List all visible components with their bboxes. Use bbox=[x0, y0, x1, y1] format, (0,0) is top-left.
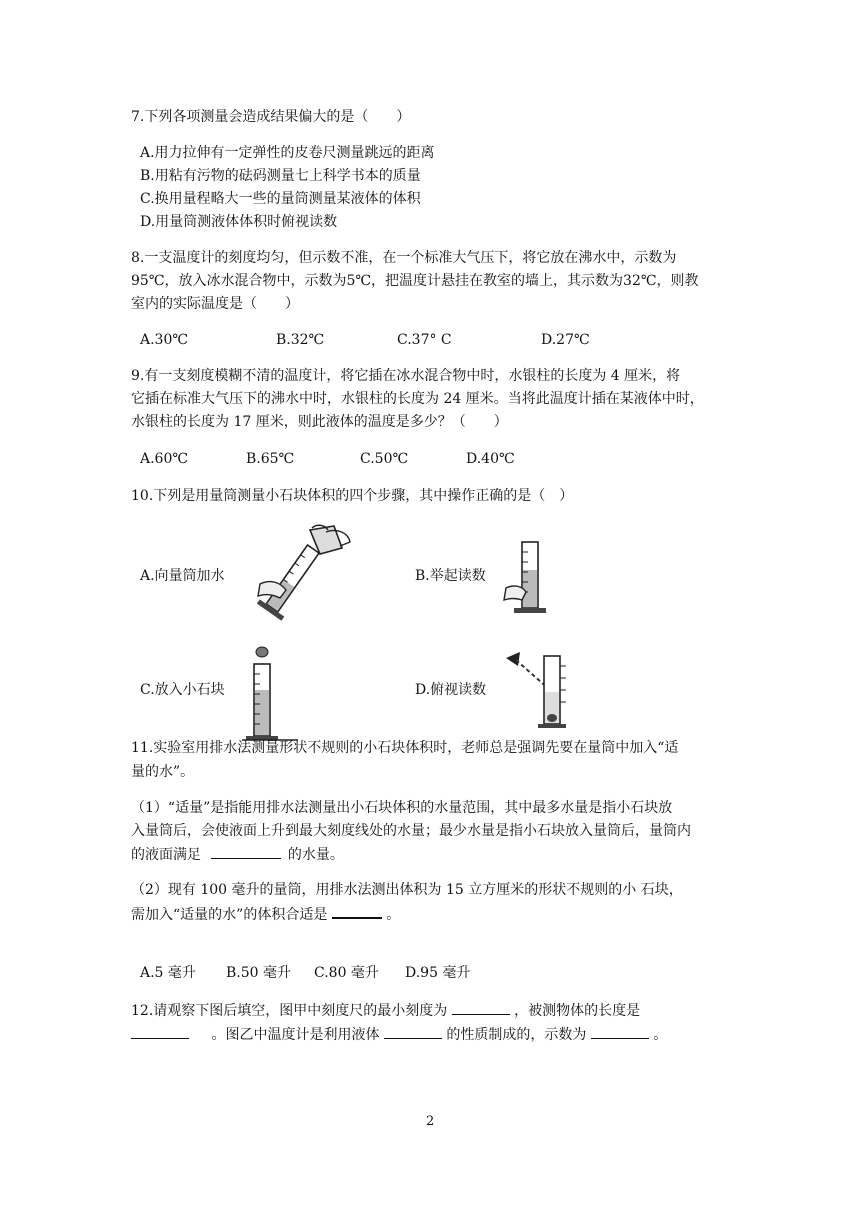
q11-part2-line-2 bbox=[131, 903, 400, 925]
q10-option-a: A.向量筒加水 bbox=[140, 568, 225, 584]
q10-option-d: D.俯视读数 bbox=[415, 682, 487, 698]
q7-option-b: B.用粘有污物的砝码测量七上科学书本的质量 bbox=[140, 168, 421, 184]
q12-reading-blank[interactable] bbox=[591, 1024, 649, 1039]
q7-option-d: D.用量筒测液体体积时俯视读数 bbox=[140, 214, 338, 230]
q8-option-d: D.27℃ bbox=[541, 332, 590, 348]
q8-line-1: 8.一支温度计的刻度均匀，但示数不准，在一个标准大气压下，将它放在沸水中，示数为 bbox=[131, 250, 677, 266]
looking-down-figure bbox=[498, 646, 578, 732]
q8-option-c: C.37° C bbox=[397, 332, 452, 348]
q11-part2-text: 需加入“适量的水”的体积合适是 bbox=[131, 907, 328, 923]
q11-option-b: B.50 毫升 bbox=[226, 965, 292, 981]
q9-option-c: C.50℃ bbox=[360, 451, 409, 467]
q8-line-3: 室内的实际温度是（ ） bbox=[131, 296, 299, 312]
q8-line-2: 95℃，放入冰水混合物中，示数为5℃，把温度计悬挂在教室的墙上，其示数为32℃，则教 bbox=[131, 273, 699, 289]
q12-line-2 bbox=[131, 1024, 667, 1045]
q12-line-2-b: 的性质制成的，示数为 bbox=[446, 1027, 587, 1043]
q11-part1-line-2: 入量筒后，会使液面上升到最大刻度线处的水量；最少水量是指小石块放入量筒后，量筒内 bbox=[131, 823, 691, 839]
q10-option-b: B.举起读数 bbox=[415, 568, 486, 584]
q9-option-a: A.60℃ bbox=[140, 451, 189, 467]
q12-line-2-c: 。 bbox=[653, 1027, 668, 1043]
q11-part1-line-1: （1）“适量”是指能用排水法测量出小石块体积的水量范围，其中最多水量是指小石块放 bbox=[131, 800, 673, 816]
q12-line-2-a: 。图乙中温度计是利用液体 bbox=[211, 1027, 380, 1043]
q9-option-b: B.65℃ bbox=[246, 451, 295, 467]
page-number: 2 bbox=[426, 1114, 435, 1129]
q11-part1-blank[interactable] bbox=[211, 844, 281, 859]
q11-option-d: D.95 毫升 bbox=[405, 965, 471, 981]
q10-stem: 10.下列是用量筒测量小石块体积的四个步骤，其中操作正确的是（ ） bbox=[131, 488, 574, 504]
pouring-water-figure bbox=[250, 524, 360, 624]
q9-line-1: 9.有一支刻度模糊不清的温度计，将它插在冰水混合物中时，水银柱的长度为 4 厘米，将 bbox=[131, 368, 681, 384]
q11-part1-tail: 的水量。 bbox=[287, 847, 344, 863]
q7-stem: 7.下列各项测量会造成结果偏大的是（ ） bbox=[131, 109, 411, 125]
q7-option-a: A.用力拉伸有一定弹性的皮卷尺测量跳远的距离 bbox=[140, 145, 435, 161]
q11-stem-line-2: 量的水”。 bbox=[131, 764, 195, 780]
q12-line-1-a: 12.请观察下图后填空，图甲中刻度尺的最小刻度为 bbox=[131, 1003, 448, 1019]
q7-option-c: C.换用量程略大一些的量筒测量某液体的体积 bbox=[140, 191, 421, 207]
q11-part2-blank[interactable] bbox=[332, 903, 382, 919]
q11-part1-text: 的液面满足 bbox=[131, 847, 201, 863]
q9-option-d: D.40℃ bbox=[466, 451, 515, 467]
q12-property-blank[interactable] bbox=[384, 1024, 442, 1039]
q12-min-scale-blank[interactable] bbox=[452, 1000, 510, 1015]
q9-line-3: 水银柱的长度为 17 厘米，则此液体的温度是多少？（ ） bbox=[131, 414, 508, 430]
q12-line-1 bbox=[131, 1000, 640, 1021]
q8-option-a: A.30℃ bbox=[140, 332, 189, 348]
q11-part2-line-1: （2）现有 100 毫升的量筒，用排水法测出体积为 15 立方厘米的形状不规则的小 石块， bbox=[131, 882, 683, 898]
q12-length-blank[interactable] bbox=[131, 1024, 189, 1039]
q8-option-b: B.32℃ bbox=[276, 332, 325, 348]
q12-line-1-b: ，被测物体的长度是 bbox=[514, 1003, 641, 1019]
lifted-reading-figure bbox=[500, 540, 560, 616]
q10-option-c: C.放入小石块 bbox=[140, 682, 225, 698]
q11-option-c: C.80 毫升 bbox=[314, 965, 379, 981]
q11-stem-line-1: 11.实验室用排水法测量形状不规则的小石块体积时，老师总是强调先要在量筒中加入“适 bbox=[131, 740, 679, 756]
q11-part2-tail: 。 bbox=[386, 907, 401, 923]
q11-part1-line-3 bbox=[131, 844, 344, 865]
q9-line-2: 它插在标准大气压下的沸水中时，水银柱的长度为 24 厘米。当将此温度计插在某液体中时， bbox=[131, 391, 704, 407]
q11-option-a: A.5 毫升 bbox=[140, 965, 196, 981]
dropping-stone-figure bbox=[240, 646, 300, 742]
